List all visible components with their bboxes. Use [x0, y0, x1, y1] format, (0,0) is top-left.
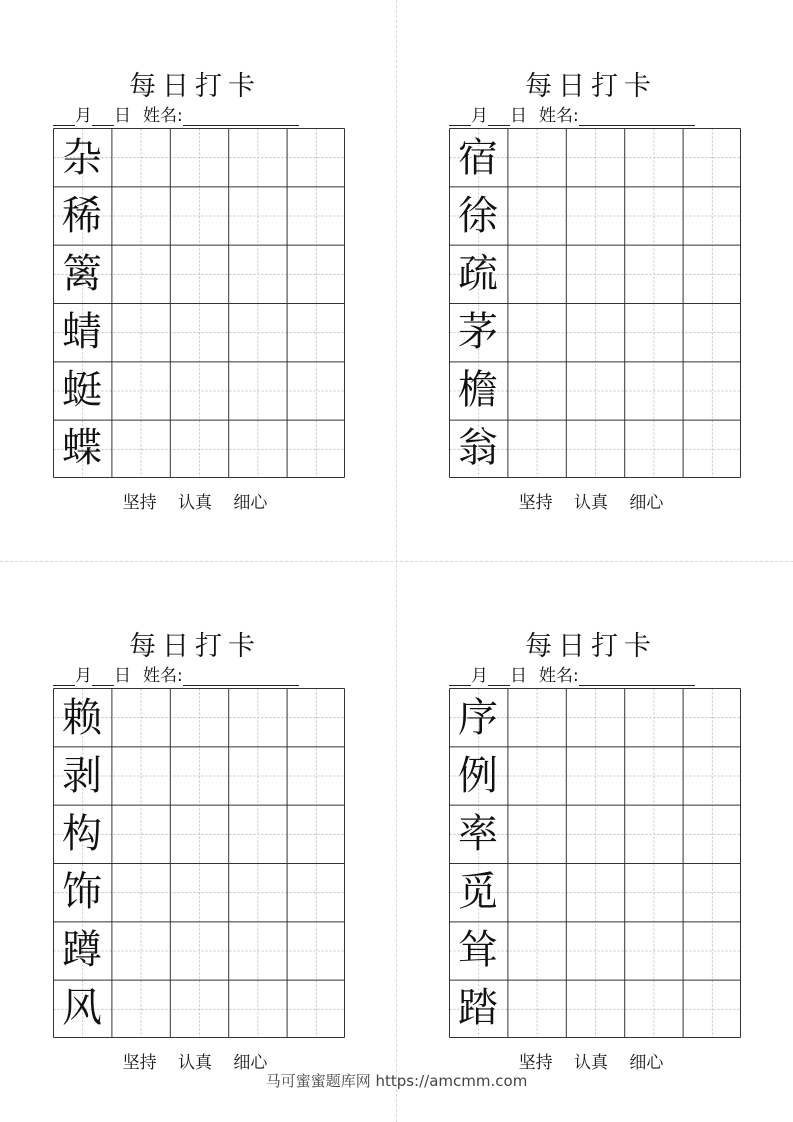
- model-character: 率: [458, 811, 498, 857]
- model-character: 觅: [458, 869, 498, 915]
- day-label: 日: [114, 106, 131, 126]
- name-blank[interactable]: [183, 669, 299, 686]
- model-character: 耸: [458, 927, 498, 973]
- month-blank[interactable]: [449, 109, 471, 126]
- model-character: 蹲: [62, 927, 102, 973]
- month-blank[interactable]: [53, 669, 75, 686]
- motto: 坚持 认真 细心: [122, 493, 268, 513]
- model-character: 稀: [62, 193, 102, 239]
- name-label: 姓名:: [539, 106, 579, 126]
- name-label: 姓名:: [143, 666, 183, 686]
- motto: 坚持 认真 细心: [518, 1053, 664, 1073]
- day-blank[interactable]: [488, 669, 510, 686]
- month-blank[interactable]: [449, 669, 471, 686]
- model-character: 蝶: [62, 425, 102, 471]
- day-blank[interactable]: [92, 669, 114, 686]
- practice-card: [441, 56, 741, 516]
- month-label: 月: [75, 106, 92, 126]
- date-name-line: [449, 101, 741, 126]
- name-blank[interactable]: [579, 109, 695, 126]
- practice-card: [441, 616, 741, 1076]
- model-character: 檐: [458, 367, 498, 413]
- name-blank[interactable]: [579, 669, 695, 686]
- month-label: 月: [471, 666, 488, 686]
- model-character: 蜓: [62, 367, 102, 413]
- writing-grid: [53, 688, 345, 1038]
- card-title: 每日打卡: [129, 71, 261, 102]
- model-character: 宿: [458, 135, 498, 181]
- day-blank[interactable]: [92, 109, 114, 126]
- motto: 坚持 认真 细心: [122, 1053, 268, 1073]
- card-title: 每日打卡: [129, 631, 261, 662]
- card-title: 每日打卡: [525, 631, 657, 662]
- model-character: 剥: [62, 753, 102, 799]
- date-name-line: [53, 661, 345, 686]
- model-character: 序: [458, 695, 498, 741]
- day-label: 日: [114, 666, 131, 686]
- name-label: 姓名:: [539, 666, 579, 686]
- model-character: 风: [62, 985, 102, 1031]
- writing-grid: [53, 128, 345, 478]
- horizontal-cut-line: [0, 561, 793, 562]
- model-character: 篱: [62, 251, 102, 297]
- motto: 坚持 认真 细心: [518, 493, 664, 513]
- writing-grid: [449, 128, 741, 478]
- model-character: 例: [458, 753, 498, 799]
- card-title: 每日打卡: [525, 71, 657, 102]
- name-blank[interactable]: [183, 109, 299, 126]
- writing-grid: [449, 688, 741, 1038]
- footer-watermark: 马可蜜蜜题库网 https://amcmm.com: [265, 1072, 528, 1090]
- date-name-line: [53, 101, 345, 126]
- model-character: 蜻: [62, 309, 102, 355]
- month-label: 月: [75, 666, 92, 686]
- day-blank[interactable]: [488, 109, 510, 126]
- day-label: 日: [510, 106, 527, 126]
- day-label: 日: [510, 666, 527, 686]
- model-character: 茅: [458, 309, 498, 355]
- name-label: 姓名:: [143, 106, 183, 126]
- model-character: 踏: [458, 985, 498, 1031]
- model-character: 徐: [458, 193, 498, 239]
- model-character: 构: [62, 811, 102, 857]
- month-blank[interactable]: [53, 109, 75, 126]
- model-character: 翁: [458, 425, 498, 471]
- month-label: 月: [471, 106, 488, 126]
- model-character: 赖: [62, 695, 102, 741]
- model-character: 疏: [458, 251, 498, 297]
- model-character: 饰: [62, 869, 102, 915]
- practice-card: [45, 616, 345, 1076]
- model-character: 杂: [62, 135, 102, 181]
- practice-card: [45, 56, 345, 516]
- date-name-line: [449, 661, 741, 686]
